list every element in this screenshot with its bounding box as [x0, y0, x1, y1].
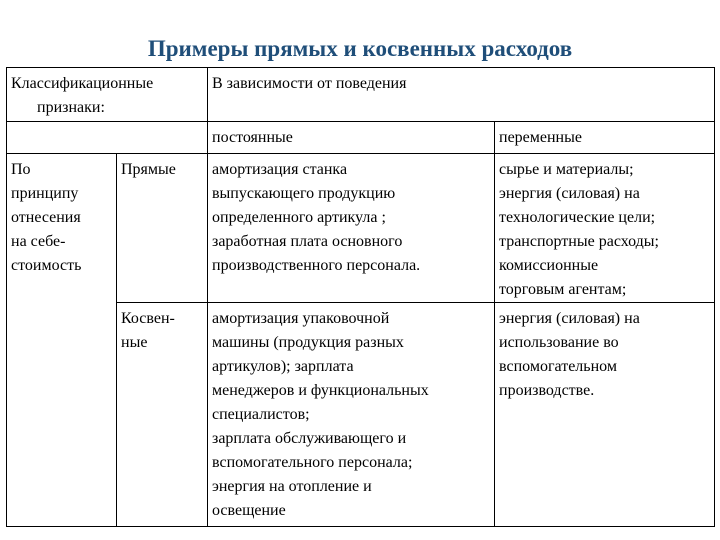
indirect-fixed-cell [208, 303, 495, 527]
row-group-label: По принципу отнесения на себе- стоимость [11, 161, 82, 274]
row-group-label-cell [7, 154, 117, 527]
cost-examples-table [6, 67, 715, 527]
indirect-variable-cell [495, 303, 715, 527]
fixed-costs-label: постоянные [212, 129, 293, 146]
fixed-costs-header [208, 122, 495, 154]
direct-variable-cell [495, 154, 715, 303]
indirect-variable-text: энергия (силовая) на использование во вспомогательном производстве. [499, 310, 640, 399]
direct-type-cell [117, 154, 208, 303]
table-header-row [7, 68, 715, 122]
variable-costs-label: переменные [499, 129, 582, 146]
classification-header-line2: признаки: [37, 99, 105, 116]
variable-costs-header [495, 122, 715, 154]
indirect-type-cell [117, 303, 208, 527]
direct-fixed-text: амортизация станка выпускающего продукцию определенного артикула ; заработная плата основного производственного персонала. [212, 161, 421, 274]
empty-subheader-cell [7, 122, 208, 154]
direct-variable-text: сырье и материалы; энергия (силовая) на технологические цели; транспортные расходы; комиссионные торговым агентам; [499, 161, 659, 298]
classification-header-cell [7, 68, 208, 122]
page-title: Примеры прямых и косвенных расходов [147, 36, 573, 61]
indirect-fixed-text: амортизация упаковочной машины (продукция разных артикулов); зарплата менеджеров и функциональных специалистов; зарплата обслуживающего и вспомогательного персонала; энергия на отопление и освещение [212, 310, 429, 519]
table-row-direct [7, 154, 715, 303]
indirect-type-label: Косвен- ные [121, 310, 175, 351]
direct-fixed-cell [208, 154, 495, 303]
direct-type-label: Прямые [121, 161, 176, 178]
table-subheader-row [7, 122, 715, 154]
behavior-header-cell [208, 68, 715, 122]
classification-header-line1: Классификационные [11, 75, 154, 92]
behavior-header-label: В зависимости от поведения [212, 75, 407, 92]
